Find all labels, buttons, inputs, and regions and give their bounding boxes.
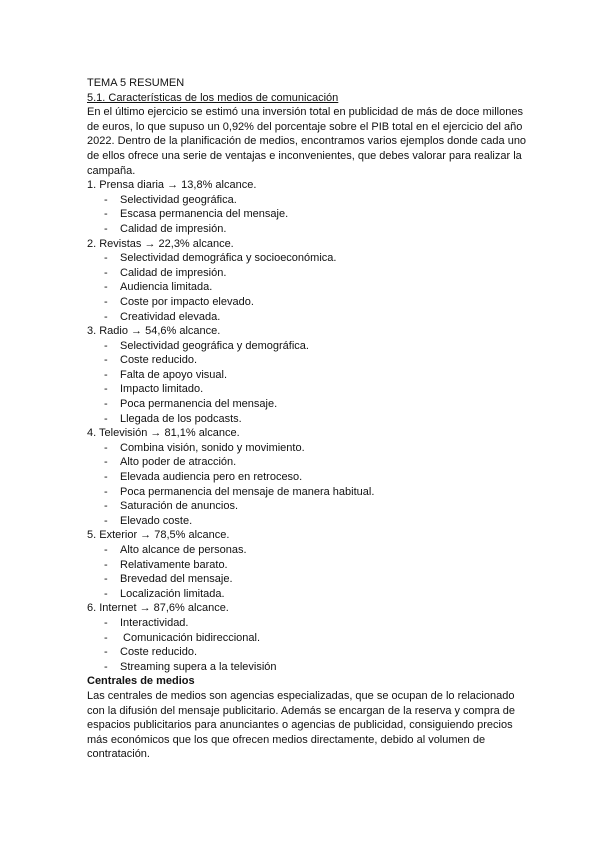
list-item [87, 310, 527, 325]
bullet-dash: - [104, 660, 108, 673]
media-title: 5. Exterior → 78,5% alcance. [87, 529, 230, 542]
list-item [87, 382, 527, 397]
bullet-dash: - [104, 573, 108, 586]
bullet-dash: - [104, 412, 108, 425]
centrales-paragraph: Las centrales de medios son agencias especializadas, que se ocupan de lo relacionado con la difusión del mensaje publicitario. Además se encargan de la reserva y compra de espacios publicitarios para anunciantes o agencias de publicidad, consiguiendo precios más económicos que los que ofrecen medios directamente, debido al volumen de contratación. [87, 689, 516, 761]
list-item [87, 631, 527, 646]
media-title: 6. Internet → 87,6% alcance. [87, 602, 229, 615]
list-item [87, 558, 527, 573]
list-item-text: Relativamente barato. [120, 558, 228, 571]
bullet-dash: - [104, 222, 108, 235]
list-item [87, 412, 527, 427]
list-item [87, 266, 527, 281]
bullet-dash: - [104, 295, 108, 308]
list-item [87, 368, 527, 383]
bullet-dash: - [104, 383, 108, 396]
list-item [87, 441, 527, 456]
bullet-dash: - [104, 471, 108, 484]
bullet-dash: - [104, 616, 108, 629]
bullet-dash: - [104, 631, 108, 644]
doc-title: TEMA 5 RESUMEN [87, 77, 185, 89]
list-item-text: Saturación de anuncios. [120, 500, 239, 513]
intro-paragraph: En el último ejercicio se estimó una inversión total en publicidad de más de doce millones de euros, lo que supuso un 0,92% del porcentaje sobre el PIB total en el ejercicio del año 2022. Dentro de la planificación de medios, encontramos varios ejemplos donde cada uno de ellos ofrece una serie de ventajas e inconvenientes, que debes valorar para realizar la campaña. [87, 106, 527, 177]
list-item-text: Alto poder de atracción. [120, 456, 237, 469]
media-title: 4. Televisión → 81,1% alcance. [87, 427, 240, 440]
media-title: 3. Radio → 54,6% alcance. [87, 325, 221, 338]
list-item-text: Calidad de impresión. [120, 222, 227, 235]
bullet-dash: - [104, 441, 108, 454]
media-section [87, 178, 527, 236]
list-item [87, 353, 527, 368]
list-item [87, 193, 527, 208]
section-heading: 5.1. Características de los medios de comunicación [87, 91, 339, 104]
list-item-text: Selectividad geográfica. [120, 193, 237, 206]
list-item [87, 295, 527, 310]
bullet-dash: - [104, 252, 108, 265]
media-title: 1. Prensa diaria → 13,8% alcance. [87, 179, 257, 192]
list-item-text: Llegada de los podcasts. [120, 412, 242, 425]
list-item-text: Falta de apoyo visual. [120, 368, 228, 381]
list-item-text: Poca permanencia del mensaje. [120, 398, 278, 411]
list-item [87, 645, 527, 660]
bullet-dash: - [104, 544, 108, 556]
list-item-text: Escasa permanencia del mensaje. [120, 208, 289, 221]
list-item-text: Elevada audiencia pero en retroceso. [120, 471, 303, 484]
centrales-heading: Centrales de medios [87, 675, 195, 688]
bullet-dash: - [104, 558, 108, 571]
media-section [87, 324, 527, 426]
list-item-text: Creatividad elevada. [120, 310, 221, 323]
list-item [87, 251, 527, 266]
list-item-text: Localización limitada. [120, 587, 225, 600]
list-item-text: Poca permanencia del mensaje de manera habitual. [120, 485, 375, 498]
media-section [87, 601, 527, 674]
bullet-dash: - [104, 500, 108, 513]
list-item-text: Combina visión, sonido y movimiento. [120, 441, 305, 454]
list-item [87, 397, 527, 412]
list-item-text: Brevedad del mensaje. [120, 573, 233, 586]
bullet-dash: - [104, 587, 108, 600]
list-item-text: Audiencia limitada. [120, 281, 213, 294]
bullet-dash: - [104, 485, 108, 498]
list-item [87, 660, 527, 675]
document-content [87, 76, 527, 762]
media-section [87, 237, 527, 325]
bullet-dash: - [104, 310, 108, 323]
bullet-dash: - [104, 354, 108, 367]
list-item [87, 616, 527, 631]
media-section [87, 528, 527, 601]
list-item-text: Calidad de impresión. [120, 266, 227, 279]
list-item-text: Comunicación bidireccional. [120, 631, 261, 644]
list-item [87, 572, 527, 587]
list-item [87, 543, 527, 558]
list-item [87, 222, 527, 237]
list-item-text: Interactividad. [120, 616, 189, 629]
list-item [87, 587, 527, 602]
bullet-dash: - [104, 368, 108, 381]
list-item [87, 207, 527, 222]
list-item [87, 280, 527, 295]
list-item-text: Impacto limitado. [120, 383, 204, 396]
bullet-dash: - [104, 646, 108, 659]
list-item [87, 514, 527, 529]
bullet-dash: - [104, 514, 108, 527]
bullet-dash: - [104, 456, 108, 469]
list-item-text: Coste reducido. [120, 646, 198, 659]
bullet-dash: - [104, 208, 108, 221]
list-item-text: Selectividad demográfica y socioeconómica. [120, 252, 337, 265]
list-item [87, 485, 527, 500]
bullet-dash: - [104, 266, 108, 279]
list-item [87, 339, 527, 354]
media-section [87, 426, 527, 528]
list-item-text: Coste por impacto elevado. [120, 295, 254, 308]
bullet-dash: - [104, 281, 108, 294]
list-item [87, 455, 527, 470]
list-item-text: Streaming supera a la televisión [120, 660, 277, 673]
bullet-dash: - [104, 339, 108, 352]
bullet-dash: - [104, 398, 108, 411]
list-item-text: Selectividad geográfica y demográfica. [120, 339, 309, 352]
media-list [87, 178, 527, 674]
list-item-text: Alto alcance de personas. [120, 544, 247, 556]
media-title: 2. Revistas → 22,3% alcance. [87, 237, 234, 250]
list-item-text: Coste reducido. [120, 354, 198, 367]
list-item-text: Elevado coste. [120, 514, 193, 527]
list-item [87, 499, 527, 514]
bullet-dash: - [104, 193, 108, 206]
list-item [87, 470, 527, 485]
